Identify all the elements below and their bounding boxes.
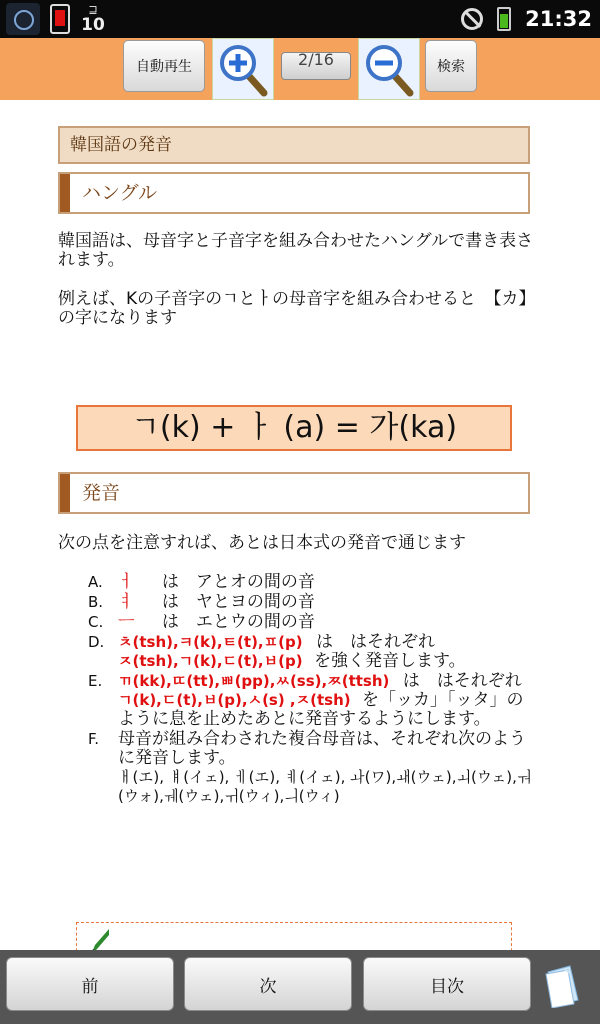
- list-item: [88, 613, 538, 632]
- list-item-hangul: ㅊ(tsh),ㅋ(k),ㅌ(t),ㅍ(p): [118, 633, 303, 651]
- clock: 21:32: [525, 7, 592, 31]
- battery-icon: [497, 7, 511, 31]
- subheading-bar: [60, 474, 70, 512]
- calendar-day: 10: [81, 15, 105, 35]
- phone-notification-icon[interactable]: [50, 4, 70, 34]
- zoom-out-button[interactable]: [358, 38, 420, 100]
- paragraph-example: 例えば、Kの子音字のㄱとㅏの母音字を組み合わせると 【カ】の字になります: [58, 289, 536, 328]
- subheading-bar: [60, 174, 70, 212]
- calendar-icon[interactable]: [80, 4, 106, 34]
- subheading-label: ハングル: [82, 182, 158, 204]
- app-notification-icon[interactable]: [6, 3, 40, 35]
- list-item-label: C.: [88, 613, 104, 631]
- list-item-text: 母音が組み合わされた複合母音は、それぞれ次のように発音します。: [118, 729, 526, 768]
- list-item-hangul: ㅕ: [118, 592, 135, 612]
- list-item-text: は ヤとヨの間の音: [161, 592, 315, 612]
- page-indicator[interactable]: 2/16: [281, 52, 351, 80]
- subheading-label: 発音: [82, 482, 121, 504]
- bottom-nav: [0, 950, 600, 1024]
- list-item-hangul: ㅓ: [118, 572, 135, 592]
- calendar-month: ⊒: [88, 3, 98, 16]
- list-item-label: A.: [88, 573, 103, 591]
- pen-icon: [89, 927, 109, 950]
- list-item-text-2: を強く発音します。: [313, 651, 466, 671]
- list-item-text: は アとオの間の音: [161, 572, 315, 592]
- zoom-in-button[interactable]: [212, 38, 274, 100]
- list-item-label: E.: [88, 672, 103, 690]
- list-item-hangul: ㅡ: [118, 612, 135, 632]
- section-title: 韓国語の発音: [58, 126, 530, 164]
- pronunciation-list: [88, 573, 538, 807]
- paragraph-note: 次の点を注意すれば、あとは日本式の発音で通じます: [58, 533, 466, 553]
- content-area[interactable]: [0, 100, 600, 950]
- status-bar: [0, 0, 600, 38]
- prev-button[interactable]: 前: [6, 957, 174, 1011]
- list-item: [88, 633, 538, 671]
- list-item-text: は はそれぞれ: [402, 671, 522, 691]
- next-button[interactable]: 次: [184, 957, 352, 1011]
- list-item: [88, 730, 538, 806]
- toolbar: [0, 38, 600, 100]
- subheading-hangul: [58, 172, 530, 214]
- formula-box: ㄱ(k) + ㅏ (a) = 가(ka): [76, 405, 512, 451]
- list-item: [88, 573, 538, 592]
- list-item-label: D.: [88, 633, 105, 651]
- list-item-hangul: ㄲ(kk),ㄸ(tt),ㅃ(pp),ㅆ(ss),ㅉ(ttsh): [118, 672, 390, 690]
- search-button[interactable]: 検索: [425, 40, 477, 92]
- list-item-text-2: ㅐ(エ), ㅒ(イェ), ㅔ(エ), ㅖ(イェ), ㅘ(ワ),ㅙ(ウェ),ㅚ(ウェ),ㅝ(ウォ),ㅞ(ウェ),ㅟ(ウィ),ㅢ(ウィ): [118, 768, 532, 805]
- list-item: [88, 672, 538, 729]
- document-icon[interactable]: [544, 964, 580, 1008]
- list-item-label: B.: [88, 593, 104, 611]
- subheading-pronunciation: [58, 472, 530, 514]
- zoom-out-icon: [364, 43, 416, 97]
- autoplay-button[interactable]: 自動再生: [123, 40, 205, 92]
- list-item-text-2: を「ッカ」「ッタ」のように息を止めたあとに発音するようにします。: [118, 690, 524, 729]
- list-item-hangul-2: ㄱ(k),ㄷ(t),ㅂ(p),ㅅ(s) ,ㅈ(tsh): [118, 691, 351, 709]
- no-signal-icon: [461, 8, 483, 30]
- list-item: [88, 593, 538, 612]
- memo-box: [76, 922, 512, 950]
- list-item-text: は エとウの間の音: [161, 612, 315, 632]
- list-item-label: F.: [88, 730, 99, 748]
- toc-button[interactable]: 目次: [363, 957, 531, 1011]
- list-item-text: は はそれぞれ: [315, 632, 435, 652]
- paragraph-intro: 韓国語は、母音字と子音字を組み合わせたハングルで書き表されます。: [58, 231, 534, 270]
- zoom-in-icon: [218, 43, 270, 97]
- list-item-hangul-2: ㅈ(tsh),ㄱ(k),ㄷ(t),ㅂ(p): [118, 652, 303, 670]
